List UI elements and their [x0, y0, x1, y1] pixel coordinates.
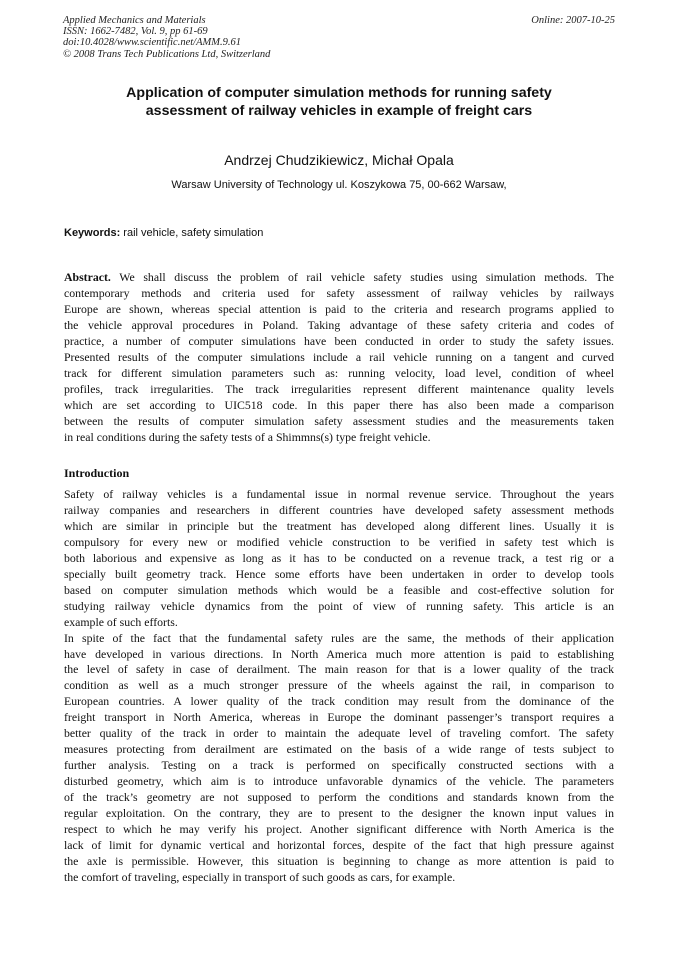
abstract-line: practice, a number of computer simulations have been conducted in order to study the safety issues.	[64, 333, 614, 348]
abstract-line: between the results of computer simulation safety assessment studies and the measurements taken	[64, 413, 614, 428]
authors: Andrzej Chudzikiewicz, Michał Opala	[224, 152, 454, 168]
journal-header	[63, 15, 615, 60]
paper-title	[60, 84, 618, 120]
intro-line: specially built geometry track. Hence some efforts have been undertaken in order to develop tools	[64, 566, 614, 581]
intro-line: compulsory for every new or modified vehicle construction to be verified in safety test which is	[64, 534, 614, 549]
intro-line: freight transport in North America, whereas in Europe the dominant passenger’s transport requires a	[64, 710, 614, 725]
introduction-body	[64, 487, 614, 886]
abstract-line: Europe are shown, whereas special attention is paid to the criteria and research programs applied to	[64, 301, 614, 316]
intro-line: regular exploitation. On the contrary, they are to present to the designer the known input values in	[64, 806, 614, 821]
intro-line: better quality of the track in order to maintain the adequate level of traveling comfort. The safety	[64, 726, 614, 741]
journal-copyright: © 2008 Trans Tech Publications Ltd, Switzerland	[63, 48, 271, 60]
abstract-line: contemporary methods and criteria used for safety assessment of railway vehicles by railways	[64, 285, 614, 300]
journal-doi: doi:10.4028/www.scientific.net/AMM.9.61	[63, 37, 241, 49]
intro-line: the level of safety in case of derailment. The main reason for that is a lower quality of the track	[64, 662, 614, 677]
paper-title-line-2: assessment of railway vehicles in example of freight cars	[145, 103, 533, 119]
intro-line: based on computer simulation methods which would be a feasible and cost-effective solution for	[64, 582, 614, 597]
intro-line: lack of limit for dynamic vertical and horizontal forces, despite of the fact that high pressure against	[64, 837, 614, 852]
intro-line: which are similar in principle but the treatment has developed along different lines. Usually it is	[64, 518, 614, 533]
intro-line: disturbed geometry, which aim is to introduce unfavorable dynamics of the vehicle. The parameters	[64, 774, 614, 789]
abstract-line: the vehicle approval procedures in Poland. Taking advantage of these safety criteria and codes of	[64, 317, 614, 332]
intro-line: studying railway vehicle dynamics from the point of view of running safety. This article is an	[64, 598, 614, 613]
abstract-line: track for different simulation parameters such as: running velocity, load level, condition of wheel	[64, 365, 614, 380]
intro-line: Safety of railway vehicles is a fundamental issue in normal revenue service. Throughout the years	[64, 487, 614, 501]
affiliation: Warsaw University of Technology ul. Koszykowa 75, 00-662 Warsaw,	[171, 179, 507, 191]
keywords	[64, 226, 263, 240]
keywords-value: rail vehicle, safety simulation	[120, 227, 264, 239]
keywords-label: Keywords:	[64, 227, 121, 239]
intro-line: railway companies and researchers in different countries have developed safety assessment methods	[64, 502, 614, 517]
abstract-label: Abstract.	[64, 270, 111, 284]
intro-line: both laborious and expensive as long as it has to be conducted on a revenue track, a test rig or a	[64, 550, 614, 565]
journal-issn: ISSN: 1662-7482, Vol. 9, pp 61-69	[63, 26, 208, 38]
intro-line: In spite of the fact that the fundamental safety rules are the same, the methods of their application	[64, 630, 614, 645]
abstract-line: in real conditions during the safety tests of a Shimmns(s) type freight vehicle.	[64, 429, 431, 444]
intro-line: example of such efforts.	[64, 614, 178, 629]
intro-line: condition as well as a much stronger pressure of the wheels against the rail, in comparison to	[64, 678, 614, 693]
section-heading-introduction: Introduction	[64, 466, 130, 480]
paper-title-line-1: Application of computer simulation methods for running safety	[126, 85, 552, 101]
abstract-line: Abstract. We shall discuss the problem of rail vehicle safety studies using simulation methods. The	[64, 270, 614, 284]
intro-line: respect to which he may verify his project. Another significant difference with North America is the	[64, 822, 614, 837]
intro-line: of the track’s geometry are not supposed to perform the conditions and standards known from the	[64, 790, 614, 805]
intro-line: the axle is permissible. However, this situation is beginning to change as more attention is paid to	[64, 853, 614, 868]
intro-line: measures protecting from derailment are estimated on the basis of a wide range of tests subject to	[64, 742, 614, 757]
abstract	[64, 270, 614, 445]
abstract-line: which are set according to UIC518 code. In this paper there has also been made a comparison	[64, 397, 614, 412]
abstract-line: Presented results of the computer simulations include a rail vehicle running on a tangent and curved	[64, 349, 614, 364]
journal-name: Applied Mechanics and Materials	[63, 15, 206, 26]
intro-line: the comfort of traveling, especially in transport of such goods as cars, for example.	[64, 869, 456, 884]
intro-line: have developed in various directions. In North America much more attention is paid to establishing	[64, 646, 614, 661]
intro-line: European countries. A lower quality of the track condition may result from the dominance of the	[64, 694, 614, 709]
online-date: Online: 2007-10-25	[531, 15, 615, 26]
abstract-line: profiles, track irregularities. The track irregularities represent different maintenance quality levels	[64, 381, 614, 396]
intro-line: further analysis. Testing on a track is performed on specifically constructed sections with a	[64, 758, 614, 773]
